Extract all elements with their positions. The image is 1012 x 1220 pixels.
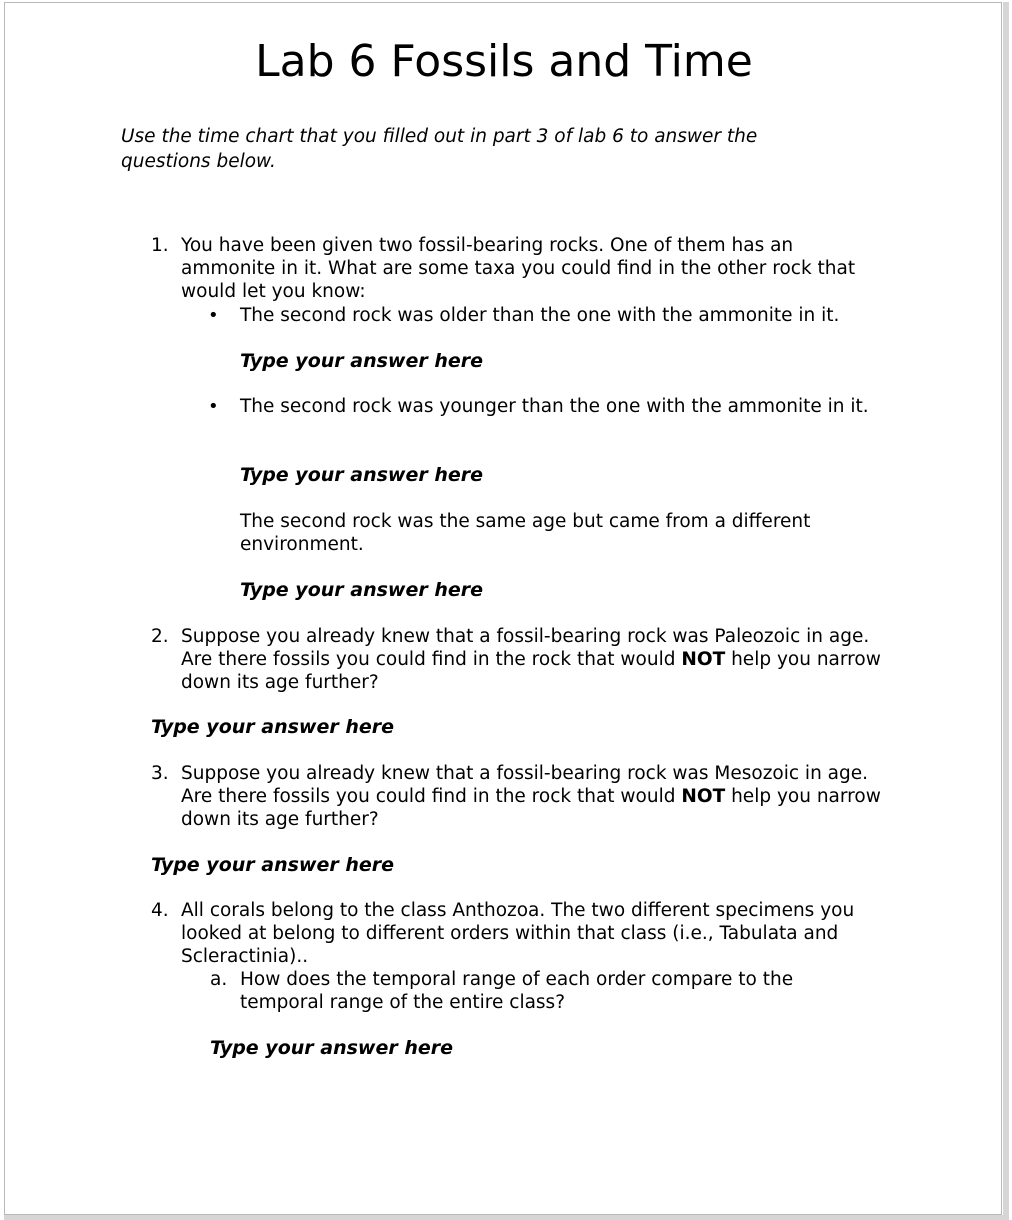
question-3-emphasis: NOT [681, 786, 726, 807]
question-3-number: 3. [151, 763, 169, 784]
question-1-item-older: The second rock was older than the one with the ammonite in it. [240, 305, 840, 326]
bullet-icon: • [208, 305, 219, 326]
question-2-emphasis: NOT [681, 649, 726, 670]
answer-field-1-same-age[interactable]: Type your answer here [240, 579, 484, 601]
intro-text: Use the time chart that you filled out in part 3 of lab 6 to answer the questions below. [121, 126, 758, 172]
answer-field-2[interactable]: Type your answer here [151, 716, 395, 738]
document-page [4, 2, 1002, 1215]
answer-field-3[interactable]: Type your answer here [151, 854, 395, 876]
question-3-text: Suppose you already knew that a fossil-bearing rock was Mesozoic in age. Are there fossils you could find in the rock that would NOT help you narrow down its age further? [181, 763, 881, 830]
question-4a-text: How does the temporal range of each order compare to the temporal range of the entire class? [240, 969, 794, 1013]
question-2-text: Suppose you already knew that a fossil-bearing rock was Paleozoic in age. Are there fossils you could find in the rock that would NOT help you narrow down its age further? [181, 626, 881, 693]
question-4a-label: a. [210, 969, 228, 990]
question-1-item-same-age: The second rock was the same age but came from a different environment. [240, 511, 811, 555]
page-shadow-right [1003, 2, 1009, 1218]
question-2-number: 2. [151, 626, 169, 647]
page-shadow-bottom [4, 1215, 1009, 1220]
question-1-number: 1. [151, 235, 169, 256]
question-1-item-younger: The second rock was younger than the one with the ammonite in it. [240, 396, 869, 417]
question-4-text: All corals belong to the class Anthozoa. The two different specimens you looked at belong to different orders within that class (i.e., Tabulata and Scleractinia).. [181, 900, 855, 967]
question-4-number: 4. [151, 900, 169, 921]
answer-field-1-younger[interactable]: Type your answer here [240, 464, 484, 486]
document-title: Lab 6 Fossils and Time [255, 36, 753, 87]
answer-field-1-older[interactable]: Type your answer here [240, 350, 484, 372]
bullet-icon: • [208, 396, 219, 417]
answer-field-4a[interactable]: Type your answer here [210, 1037, 454, 1059]
question-1-text: You have been given two fossil-bearing rocks. One of them has an ammonite in it. What are some taxa you could find in the other rock that would let you know: [181, 235, 856, 302]
